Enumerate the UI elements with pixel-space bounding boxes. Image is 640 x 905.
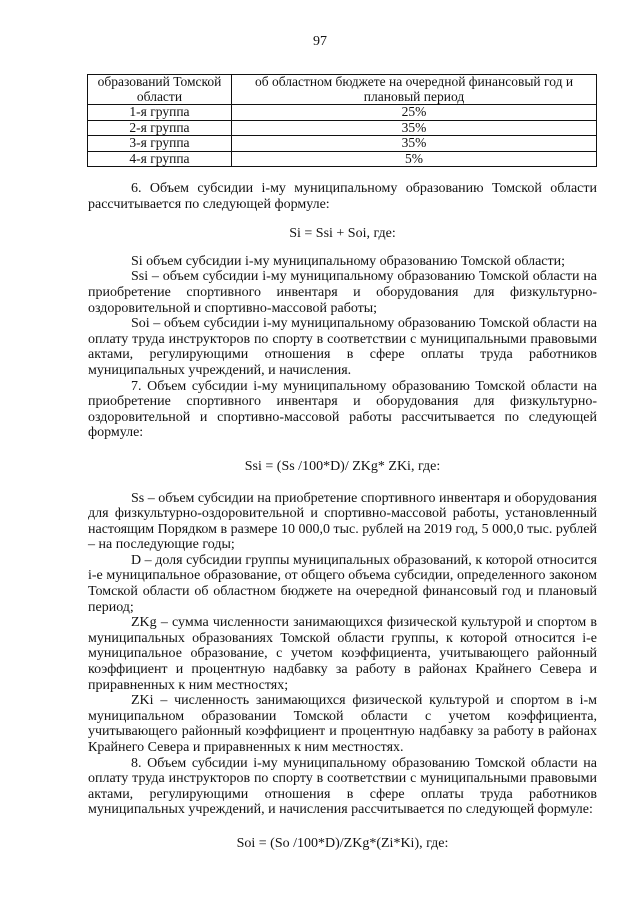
page-number: 97 bbox=[313, 34, 327, 49]
table-row bbox=[88, 120, 597, 136]
group-share-table bbox=[87, 74, 597, 167]
definition-d: D – доля субсидии группы муниципальных образований, к которой относится i-е муниципальное образование, от общего объема субсидии, определенного законом Томской области об областном бюджете на очередной финансовый год и плановый период; bbox=[88, 552, 597, 615]
table-row bbox=[88, 151, 597, 167]
paragraph-8: 8. Объем субсидии i-му муниципальному образованию Томской области на оплату труда инструкторов по спорту в соответствии с муниципальными правовыми актами, регулирующими отношения в сфере оплаты труда работников муниципальных учреждений, и начисления рассчитывается по следующей формуле: bbox=[88, 755, 597, 818]
group-cell: 1-я группа bbox=[88, 105, 232, 121]
definition-ssi: Ssi – объем субсидии i-му муниципальному образованию Томской области на приобретение спортивного инвентаря и оборудования для физкультурно-оздоровительной и спортивно-массовой работы; bbox=[88, 269, 597, 316]
table-header-row bbox=[88, 75, 597, 105]
paragraph-7: 7. Объем субсидии i-му муниципальному образованию Томской области на приобретение спортивного инвентаря и оборудования для физкультурно-оздоровительной и спортивно-массовой работы рассчитывается по следующей формуле: bbox=[88, 378, 597, 441]
group-cell: 3-я группа bbox=[88, 136, 232, 152]
table-header-cell: образований Томской области bbox=[88, 75, 232, 105]
definition-ss: Ss – объем субсидии на приобретение спортивного инвентаря и оборудования для физкультурно-оздоровительной и спортивно-массовой работы, установленный настоящим Порядком в размере 10 000,0 тыс. рублей на 2019 год, 5 000,0 тыс. рублей – на последующие годы; bbox=[88, 490, 597, 553]
definition-zkg: ZKg – сумма численности занимающихся физической культурой и спортом в муниципальных образованиях Томской области группы, к которой относится i-е муниципальное образование, с учетом коэффициента, учитывающего районный коэффициент и процентную надбавку за работу в районах Крайнего Севера и приравненных к ним местностях; bbox=[88, 615, 597, 693]
share-cell: 25% bbox=[232, 105, 597, 121]
formula-si: Si = Ssi + Soi, где: bbox=[289, 226, 396, 242]
table-row bbox=[88, 105, 597, 121]
formula-ssi: Ssi = (Ss /100*D)/ ZKg* ZKi, где: bbox=[244, 458, 441, 474]
definition-si: Si объем субсидии i-му муниципальному образованию Томской области; bbox=[131, 253, 566, 269]
group-cell: 2-я группа bbox=[88, 120, 232, 136]
table-row bbox=[88, 136, 597, 152]
definition-soi: Soi – объем субсидии i-му муниципальному образованию Томской области на оплату труда инструкторов по спорту в соответствии с муниципальными правовыми актами, регулирующими отношения в сфере оплаты труда работников муниципальных учреждений, и начисления. bbox=[88, 316, 597, 378]
table-header-cell: об областном бюджете на очередной финансовый год и плановый период bbox=[232, 75, 597, 105]
share-cell: 35% bbox=[232, 120, 597, 136]
group-cell: 4-я группа bbox=[88, 151, 232, 167]
formula-soi: Soi = (So /100*D)/ZKg*(Zi*Ki), где: bbox=[236, 835, 449, 851]
paragraph-6: 6. Объем субсидии i-му муниципальному образованию Томской области рассчитывается по следующей формуле: bbox=[88, 181, 597, 212]
definition-zki: ZKi – численность занимающихся физической культурой и спортом в i-м муниципальном образовании Томской области с учетом коэффициента, учитывающего районный коэффициент и процентную надбавку за работу в районах Крайнего Севера и приравненных к ним местностях. bbox=[88, 693, 597, 755]
document-body bbox=[88, 181, 597, 868]
share-cell: 35% bbox=[232, 136, 597, 152]
share-cell: 5% bbox=[232, 151, 597, 167]
